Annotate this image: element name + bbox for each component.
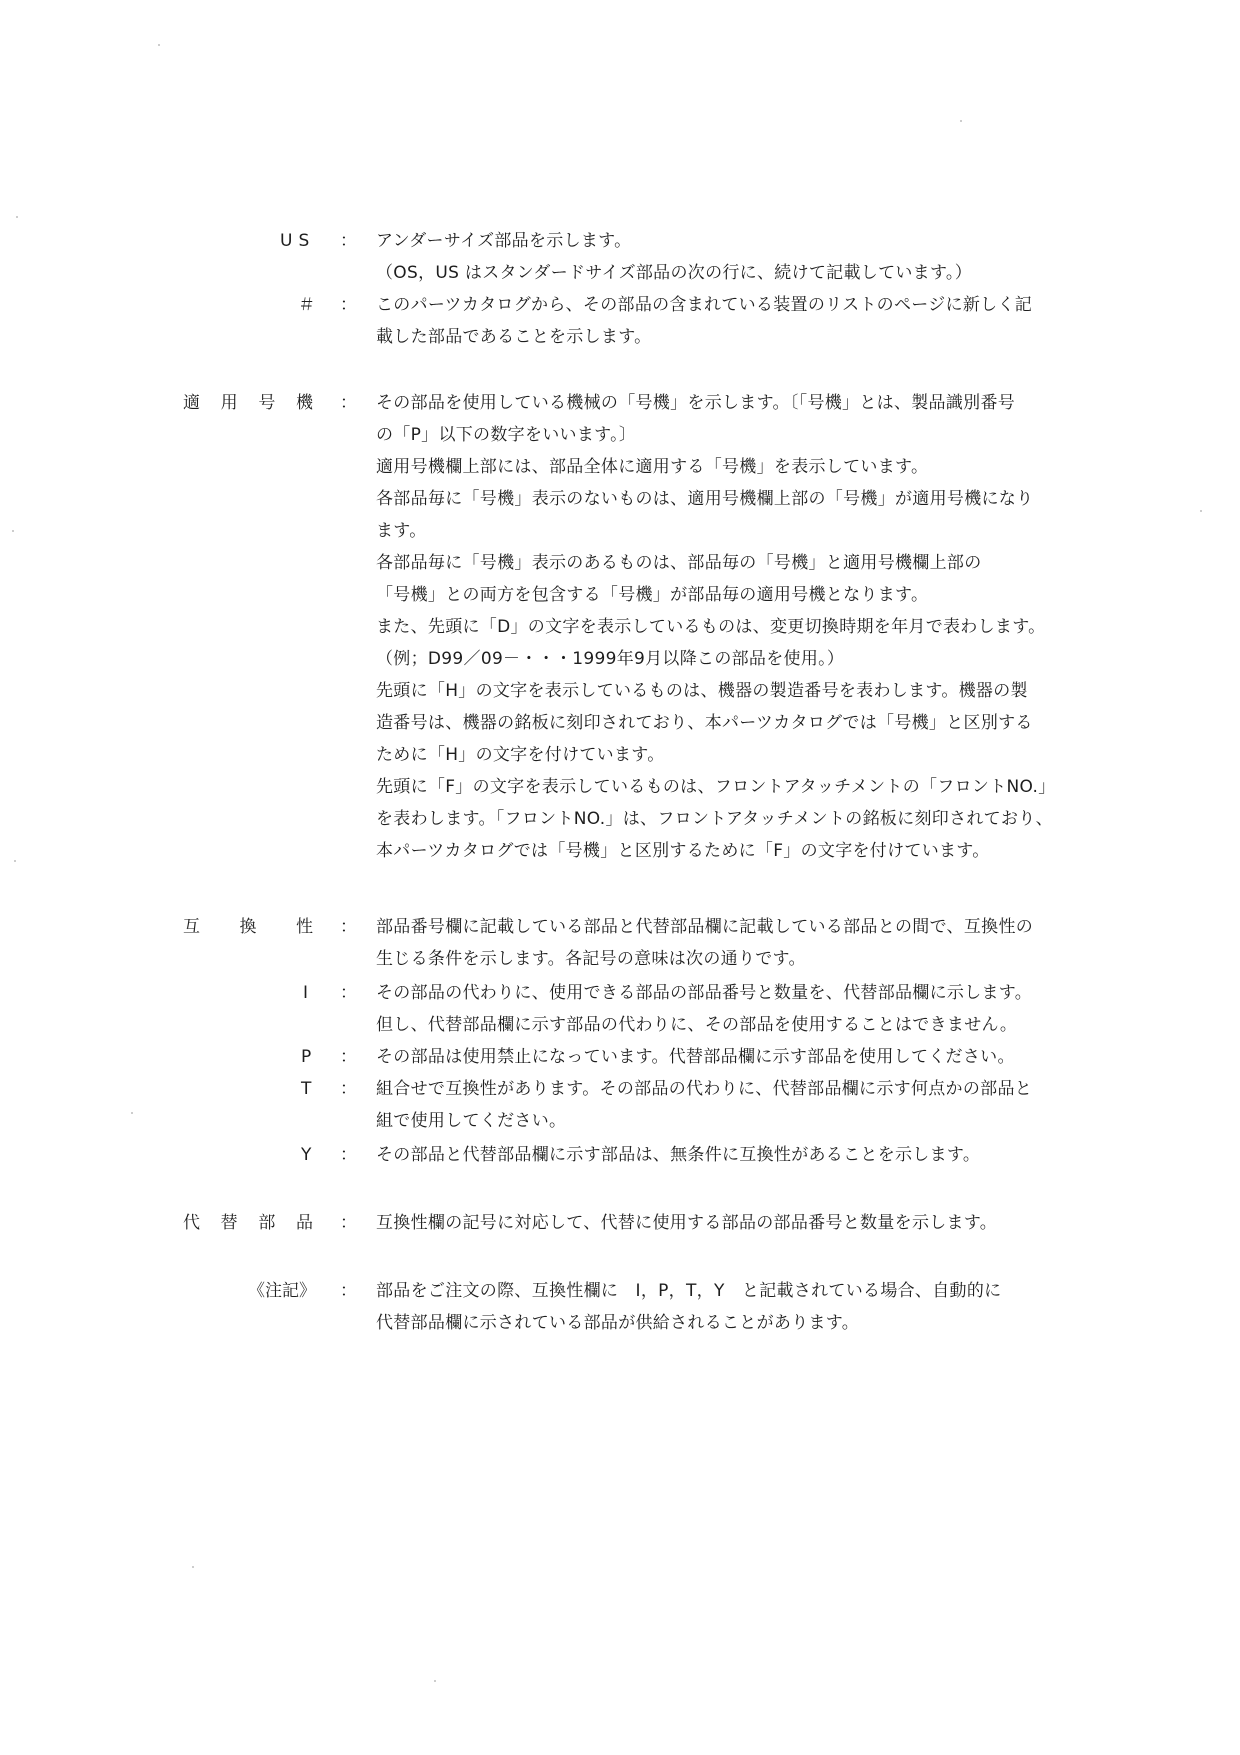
applicable-line-13: 先頭に「F」の文字を表示しているものは、フロントアタッチメントの「フロントNO.」 <box>376 777 1056 797</box>
code-p-line-1: その部品は使用禁止になっています。代替部品欄に示す部品を使用してください。 <box>376 1047 1015 1067</box>
new-mark-line-1: このパーツカタログから、その部品の含まれている装置のリストのページに新しく記 <box>376 295 1033 315</box>
applicable-line-11: 造番号は、機器の銘板に刻印されており、本パーツカタログでは「号機」と区別する <box>376 713 1033 733</box>
scan-speck <box>960 120 962 122</box>
code-y-colon: ： <box>340 1145 357 1165</box>
compat-colon: ： <box>340 917 357 937</box>
substitute-line-1: 互換性欄の記号に対応して、代替に使用する部品の部品番号と数量を示します。 <box>376 1213 998 1233</box>
applicable-heading-char: 適 <box>183 393 200 413</box>
scan-speck <box>192 1566 194 1568</box>
us-line-2: （OS，US はスタンダードサイズ部品の次の行に、続けて記載しています。） <box>376 263 973 283</box>
code-i-label: I <box>303 983 309 1003</box>
compat-heading-char: 互 <box>183 917 200 937</box>
applicable-line-3: 適用号機欄上部には、部品全体に適用する「号機」を表示しています。 <box>376 457 929 477</box>
new-mark-label: ＃ <box>298 295 315 315</box>
code-t-colon: ： <box>340 1079 357 1099</box>
note-line-2: 代替部品欄に示されている部品が供給されることがあります。 <box>376 1313 860 1333</box>
scan-speck <box>158 44 160 46</box>
compat-heading-char: 性 <box>296 917 313 937</box>
code-i-colon: ： <box>340 983 357 1003</box>
applicable-line-12: ために「H」の文字を付けています。 <box>376 745 665 765</box>
compat-heading-char: 換 <box>239 917 257 937</box>
applicable-heading-char: 号 <box>258 393 276 413</box>
applicable-line-9: （例；D99／09－・・・1999年9月以降この部品を使用。） <box>376 649 845 669</box>
note-label: 《注記》 <box>248 1281 316 1301</box>
applicable-line-6: 各部品毎に「号機」表示のあるものは、部品毎の「号機」と適用号機欄上部の <box>376 553 982 573</box>
code-t-line-2: 組で使用してください。 <box>376 1111 567 1131</box>
code-i-line-2: 但し、代替部品欄に示す部品の代わりに、その部品を使用することはできません。 <box>376 1015 1018 1035</box>
compat-heading <box>183 916 313 938</box>
applicable-line-14: を表わします。「フロントNO.」は、フロントアタッチメントの銘板に刻印されており、 <box>376 809 1053 829</box>
applicable-line-15: 本パーツカタログでは「号機」と区別するために「F」の文字を付けています。 <box>376 841 990 861</box>
code-i-line-1: その部品の代わりに、使用できる部品の部品番号と数量を、代替部品欄に示します。 <box>376 983 1033 1003</box>
scan-speck <box>16 216 18 218</box>
compat-line-1: 部品番号欄に記載している部品と代替部品欄に記載している部品との間で、互換性の <box>376 917 1034 937</box>
us-label: US <box>280 231 316 251</box>
new-mark-line-2: 載した部品であることを示します。 <box>376 327 652 347</box>
code-t-label: T <box>301 1079 312 1099</box>
applicable-line-8: また、先頭に「D」の文字を表示しているものは、変更切換時期を年月で表わします。 <box>376 617 1046 637</box>
code-p-label: P <box>301 1047 312 1067</box>
code-y-line-1: その部品と代替部品欄に示す部品は、無条件に互換性があることを示します。 <box>376 1145 981 1165</box>
substitute-colon: ： <box>340 1213 357 1233</box>
applicable-line-7: 「号機」との両方を包含する「号機」が部品毎の適用号機となります。 <box>376 585 929 605</box>
new-mark-colon: ： <box>340 295 357 315</box>
code-p-colon: ： <box>340 1047 357 1067</box>
applicable-line-2: の「P」以下の数字をいいます。〕 <box>376 425 637 445</box>
scan-speck <box>12 530 14 532</box>
substitute-heading <box>183 1212 313 1234</box>
us-line-1: アンダーサイズ部品を示します。 <box>376 231 632 251</box>
code-t-line-1: 組合せで互換性があります。その部品の代わりに、代替部品欄に示す何点かの部品と <box>376 1079 1033 1099</box>
applicable-line-10: 先頭に「H」の文字を表示しているものは、機器の製造番号を表わします。機器の製 <box>376 681 1028 701</box>
us-colon: ： <box>340 231 357 251</box>
substitute-heading-char: 代 <box>183 1213 200 1233</box>
code-y-label: Y <box>301 1145 312 1165</box>
substitute-heading-char: 部 <box>258 1213 276 1233</box>
applicable-heading <box>183 392 313 414</box>
applicable-heading-char: 機 <box>295 393 313 413</box>
applicable-colon: ： <box>340 393 357 413</box>
note-colon: ： <box>340 1281 357 1301</box>
applicable-line-4: 各部品毎に「号機」表示のないものは、適用号機欄上部の「号機」が適用号機になり <box>376 489 1034 509</box>
scan-speck <box>1200 510 1202 512</box>
applicable-line-5: ます。 <box>376 521 427 541</box>
note-line-1: 部品をご注文の際、互換性欄に I，P，T，Y と記載されている場合、自動的に <box>376 1281 1002 1301</box>
substitute-heading-char: 品 <box>295 1213 313 1233</box>
applicable-heading-char: 用 <box>220 393 238 413</box>
applicable-line-1: その部品を使用している機械の「号機」を示します。〔「号機」とは、製品識別番号 <box>376 393 1016 413</box>
scan-speck <box>434 1680 436 1682</box>
scan-speck <box>14 860 16 862</box>
scan-speck <box>131 1112 133 1114</box>
substitute-heading-char: 替 <box>220 1213 238 1233</box>
compat-line-2: 生じる条件を示します。各記号の意味は次の通りです。 <box>376 949 806 969</box>
